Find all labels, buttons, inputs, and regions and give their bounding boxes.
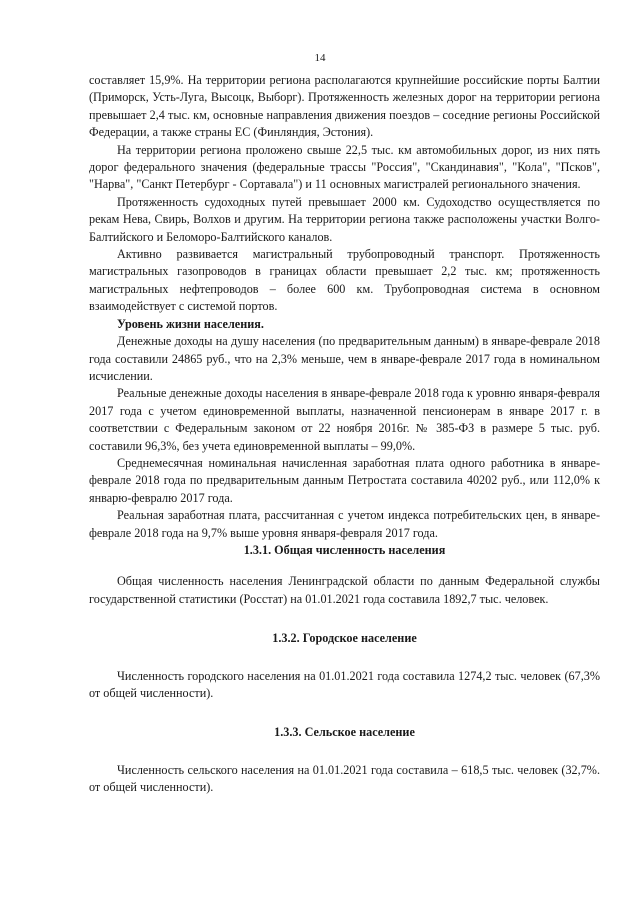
paragraph-transport-roads: На территории региона проложено свыше 22,5 тыс. км автомобильных дорог, из них пять дорог федерального значения (федеральные трассы "Россия", "Скандинавия", "Кола", "Псков", "Нарва", "Санкт Петербург - Сортавала") и 11 основных магистралей регионального значения.: [89, 142, 600, 192]
paragraph-nominal-wage: Среднемесячная номинальная начисленная заработная плата одного работника в январе-феврале 2018 года по предварительным данным Петростата составила 40202 руб., или 112,0% к январю-февралю 2017 года.: [89, 455, 600, 505]
section-heading-rural-population: 1.3.3. Сельское население: [274, 725, 415, 740]
body-text: [89, 72, 600, 797]
section-text-total-population: Общая численность населения Ленинградской области по данным Федеральной службы государственной статистики (Росстат) на 01.01.2021 года составила 1892,7 тыс. человек.: [89, 574, 600, 606]
section-text-urban-population: Численность городского населения на 01.01.2021 года составила 1274,2 тыс. человек (67,3% от общей численности).: [89, 668, 600, 700]
paragraph-transport-rail: составляет 15,9%. На территории региона располагаются крупнейшие российские порты Балтии (Приморск, Усть-Луга, Высоцк, Выборг). Протяженность железных дорог на территории региона превышает 2,4 тыс. км, основные направления движения поездов – соседние регионы Российской Федерации, а также страны ЕС (Финляндия, Эстония).: [89, 73, 600, 140]
page-number: 14: [314, 52, 326, 64]
section-heading-urban-population: 1.3.2. Городское население: [272, 631, 417, 646]
section-text-rural-population: Численность сельского населения на 01.01.2021 года составила – 618,5 тыс. человек (32,7%. от общей численности).: [89, 762, 600, 795]
paragraph-income: Денежные доходы на душу населения (по предварительным данным) в январе-феврале 2018 года составили 24865 руб., что на 2,3% меньше, чем в январе-феврале 2017 года в номинальном исчислении.: [89, 334, 600, 383]
paragraph-transport-pipelines: Активно развивается магистральный трубопроводный транспорт. Протяженность магистральных газопроводов в границах области превышает 2,2 тыс. км; протяженность магистральных нефтепроводов – более 600 км. Трубопроводная система в основном взаимодействует с системой портов.: [89, 247, 600, 314]
paragraph-transport-water: Протяженность судоходных путей превышает 2000 км. Судоходство осуществляется по рекам Нева, Свирь, Волхов и другим. На территории региона также расположены участки Волго-Балтийского и Беломоро-Балтийского каналов.: [89, 194, 600, 244]
paragraph-real-income: Реальные денежные доходы населения в январе-феврале 2018 года к уровню января-февраля 2017 года с учетом единовременной выплаты, назначенной пенсионерам в январе 2017 г. в соответствии с Федеральным законом от 22 ноября 2016г. № 385-ФЗ в размере 5 тыс. руб. составили 96,3%, без учета единовременной выплаты – 99,0%.: [89, 386, 600, 453]
paragraph-real-wage: Реальная заработная плата, рассчитанная с учетом индекса потребительских цен, в январе-феврале 2018 года на 9,7% выше уровня января-февраля 2017 года.: [89, 508, 600, 540]
section-heading-total-population: 1.3.1. Общая численность населения: [243, 542, 446, 557]
subheading-living-standard: Уровень жизни населения.: [117, 316, 264, 331]
